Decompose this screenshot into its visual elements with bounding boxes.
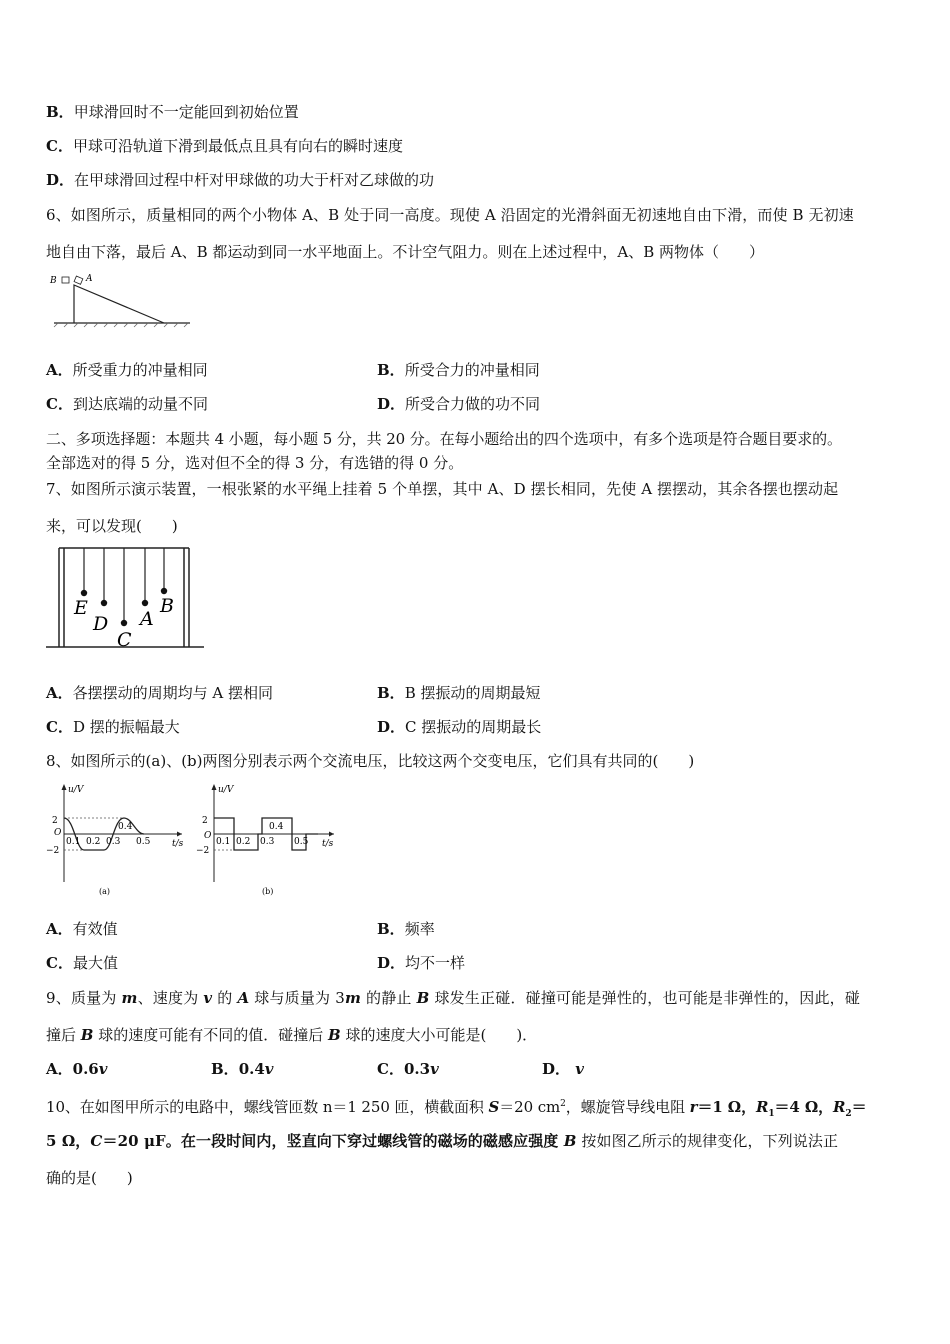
q9-stem-line2: 撞后 B 球的速度可能有不同的值．碰撞后 B 球的速度大小可能是( )． <box>46 1026 538 1044</box>
q6-option-b: B．所受合力的冲量相同 <box>377 361 540 379</box>
q6-stem-line1: 6、如图所示，质量相同的两个小物体 A、B 处于同一高度。现使 A 沿固定的光滑斜面无初速地自由下滑，而使 B 无初速 <box>46 206 854 224</box>
section2-heading-line1: 二、多项选择题：本题共 4 小题，每小题 5 分，共 20 分。在每小题给出的四个选项中，有多个选项是符合题目要求的。 <box>46 430 842 448</box>
t-axis-label: t/s <box>172 839 184 849</box>
label-b: B <box>50 276 57 286</box>
graph-a <box>44 782 186 900</box>
option-text: 在甲球滑回过程中杆对甲球做的功大于杆对乙球做的功 <box>74 171 435 189</box>
option-label: B． <box>46 103 74 121</box>
origin-label: O <box>204 831 212 841</box>
q8-option-d: D．均不一样 <box>377 954 466 972</box>
tick-x-4: 0.4 <box>118 822 133 832</box>
ground-hatch <box>54 323 188 327</box>
q8-stem: 8、如图所示的(a)、(b)两图分别表示两个交流电压，比较这两个交变电压，它们具有共同的( ) <box>46 752 695 770</box>
q7-option-c: C．D 摆的振幅最大 <box>46 718 180 736</box>
q8-option-b: B．频率 <box>377 920 435 938</box>
graph-b <box>196 782 338 900</box>
tick-y-pos: 2 <box>52 816 58 826</box>
q7-option-b: B．B 摆振动的周期最短 <box>377 684 541 702</box>
q7-option-a: A．各摆摆动的周期均与 A 摆相同 <box>46 684 274 702</box>
tick-x-2: 0.2 <box>86 837 101 847</box>
tick-x-5: 0.5 <box>136 837 151 847</box>
tick-x-2: 0.2 <box>236 837 251 847</box>
q7-options-row1 <box>46 683 906 703</box>
label-c: C <box>117 629 132 651</box>
bob-c <box>121 620 127 626</box>
tick-x-3: 0.3 <box>106 837 121 847</box>
tick-x-5: 0.5 <box>294 837 309 847</box>
q9-option-b: B．0.4v <box>211 1060 274 1078</box>
t-axis-label: t/s <box>322 839 334 849</box>
label-b: B <box>160 595 174 617</box>
q6-options-row2 <box>46 394 906 414</box>
q6-options-row1 <box>46 360 906 380</box>
q7-stem-line1: 7、如图所示演示装置，一根张紧的水平绳上挂着 5 个单摆，其中 A、D 摆长相同，先使 A 摆摆动，其余各摆也摆动起 <box>46 480 839 498</box>
u-axis-label: u/V <box>68 785 84 795</box>
q5-option-d <box>46 170 434 190</box>
label-a: A <box>86 274 93 284</box>
u-axis-arrow <box>212 784 217 790</box>
incline-wedge <box>74 285 164 323</box>
tick-x-1: 0.1 <box>66 837 81 847</box>
q6-option-c: C．到达底端的动量不同 <box>46 395 208 413</box>
caption-a: (a) <box>99 887 111 896</box>
tick-y-pos: 2 <box>202 816 208 826</box>
q10-stem-line1: 10、在如图甲所示的电路中，螺线管匝数 n＝1 250 匝，横截面积 S＝20 $cm^2$，螺旋管导线电阻 r＝1 Ω，$R_1=4$ Ω，$R_2=$ <box>46 1098 867 1119</box>
q9-stem-line1: 9、质量为 m、速度为 v 的 A 球与质量为 3m 的静止 B 球发生正碰．碰撞可能是弹性的，也可能是非弹性的，因此，碰 <box>46 989 861 1007</box>
q10-stem-line2: 5 Ω，C＝20 μF。在一段时间内，竖直向下穿过螺线管的磁场的磁感应强度 B 按如图乙所示的规律变化，下列说法正 <box>46 1132 839 1150</box>
tick-x-3: 0.3 <box>260 837 275 847</box>
q8-options-row1 <box>46 919 906 939</box>
tick-x-4: 0.4 <box>269 822 284 832</box>
t-axis-arrow <box>329 832 334 837</box>
u-axis-label: u/V <box>218 785 234 795</box>
q5-option-c <box>46 136 403 156</box>
t-axis-arrow <box>177 832 182 837</box>
q8-options-row2 <box>46 953 906 973</box>
section2-heading-line2: 全部选对的得 5 分，选对但不全的得 3 分，有选错的得 0 分。 <box>46 454 464 472</box>
label-e: E <box>74 597 88 619</box>
q9-option-c: C．0.3v <box>377 1060 439 1078</box>
u-axis-arrow <box>62 784 67 790</box>
q8-option-c: C．最大值 <box>46 954 118 972</box>
incline-figure <box>46 272 196 328</box>
q7-stem-line2: 来，可以发现( ) <box>46 517 178 535</box>
q6-option-a: A．所受重力的冲量相同 <box>46 361 208 379</box>
block-b <box>62 277 69 283</box>
option-text: 甲球可沿轨道下滑到最低点且具有向右的瞬时速度 <box>72 137 403 155</box>
label-a: A <box>140 608 154 630</box>
bob-a <box>142 600 148 606</box>
q9-option-d: D． v <box>542 1060 584 1078</box>
q5-option-b <box>46 102 299 122</box>
q8-option-a: A．有效值 <box>46 920 118 938</box>
bob-b <box>161 588 167 594</box>
q10-stem-line3: 确的是( ) <box>46 1169 133 1187</box>
block-a <box>74 276 83 284</box>
q9-options-row <box>46 1059 906 1079</box>
tick-x-1: 0.1 <box>216 837 231 847</box>
q9-option-a: A．0.6v <box>46 1060 108 1078</box>
pendulum-figure <box>44 544 206 654</box>
q7-option-d: D．C 摆振动的周期最长 <box>377 718 542 736</box>
caption-b: (b) <box>262 887 274 896</box>
q6-stem-line2: 地自由下落，最后 A、B 都运动到同一水平地面上。不计空气阻力。则在上述过程中，A、B 两物体（ ） <box>46 243 765 261</box>
tick-y-neg: −2 <box>196 846 210 856</box>
option-text: 甲球滑回时不一定能回到初始位置 <box>73 103 299 121</box>
tick-y-neg: −2 <box>46 846 60 856</box>
option-label: D． <box>46 171 75 189</box>
origin-label: O <box>54 828 62 838</box>
option-label: C． <box>46 137 73 155</box>
label-d: D <box>93 613 109 635</box>
bob-d <box>101 600 107 606</box>
bob-e <box>81 590 87 596</box>
q7-options-row2 <box>46 717 906 737</box>
q6-option-d: D．所受合力做的功不同 <box>377 395 541 413</box>
